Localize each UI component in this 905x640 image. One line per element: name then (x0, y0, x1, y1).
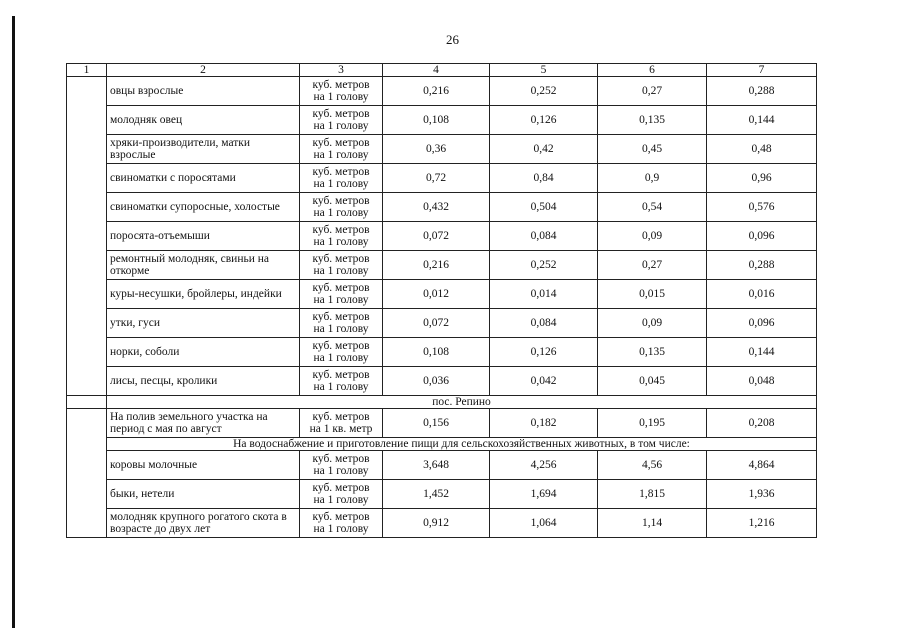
value-cell: 0,54 (598, 193, 707, 222)
value-cell: 0,156 (383, 409, 490, 438)
value-cell: 0,09 (598, 309, 707, 338)
row-name: молодняк крупного рогатого скота в возрасте до двух лет (107, 509, 300, 538)
row-name: лисы, песцы, кролики (107, 367, 300, 396)
value-cell: 0,014 (490, 280, 598, 309)
value-cell: 0,216 (383, 251, 490, 280)
unit-line: на 1 голову (313, 323, 369, 335)
group-cell (67, 409, 107, 538)
table-row (67, 309, 817, 338)
unit-cell (300, 193, 383, 222)
row-name: свиноматки супоросные, холостые (107, 193, 300, 222)
value-cell: 0,042 (490, 367, 598, 396)
table-row (67, 164, 817, 193)
value-cell: 0,27 (598, 77, 707, 106)
value-cell: 0,036 (383, 367, 490, 396)
value-cell: 0,252 (490, 251, 598, 280)
value-cell: 0,072 (383, 222, 490, 251)
value-cell: 0,108 (383, 338, 490, 367)
row-name: На полив земельного участка на период с мая по август (107, 409, 300, 438)
unit-line: куб. метров (312, 195, 370, 207)
unit-line: на 1 голову (313, 381, 369, 393)
group-cell (67, 396, 107, 409)
column-number: 5 (490, 64, 598, 77)
unit-line: на 1 голову (313, 265, 369, 277)
row-name: быки, нетели (107, 480, 300, 509)
unit-line: куб. метров (312, 482, 370, 494)
value-cell: 0,144 (707, 338, 817, 367)
value-cell: 0,108 (383, 106, 490, 135)
section-title-row (67, 396, 817, 409)
value-cell: 0,252 (490, 77, 598, 106)
unit-line: на 1 голову (313, 294, 369, 306)
row-name: молодняк овец (107, 106, 300, 135)
unit-line: на 1 кв. метр (309, 423, 373, 435)
unit-cell (300, 309, 383, 338)
unit-cell (300, 222, 383, 251)
value-cell: 1,694 (490, 480, 598, 509)
table-row (67, 135, 817, 164)
page-number: 26 (446, 32, 459, 47)
water-supply-title-row (67, 438, 817, 451)
value-cell: 0,012 (383, 280, 490, 309)
value-cell: 0,208 (707, 409, 817, 438)
table-row (67, 251, 817, 280)
value-cell: 0,096 (707, 222, 817, 251)
unit-line: на 1 голову (313, 91, 369, 103)
value-cell: 0,504 (490, 193, 598, 222)
column-number-row (67, 64, 817, 77)
value-cell: 0,016 (707, 280, 817, 309)
value-cell: 0,36 (383, 135, 490, 164)
unit-cell (300, 106, 383, 135)
value-cell: 0,72 (383, 164, 490, 193)
row-name: ремонтный молодняк, свиньи на откорме (107, 251, 300, 280)
unit-line: куб. метров (312, 137, 370, 149)
unit-line: на 1 голову (313, 120, 369, 132)
unit-cell (300, 409, 383, 438)
value-cell: 0,84 (490, 164, 598, 193)
value-cell: 0,42 (490, 135, 598, 164)
table-row (67, 509, 817, 538)
table-row (67, 451, 817, 480)
unit-line: куб. метров (312, 511, 370, 523)
value-cell: 0,27 (598, 251, 707, 280)
unit-cell (300, 509, 383, 538)
row-name: куры-несушки, бройлеры, индейки (107, 280, 300, 309)
table-row (67, 77, 817, 106)
value-cell: 0,9 (598, 164, 707, 193)
value-cell: 0,126 (490, 338, 598, 367)
unit-line: на 1 голову (313, 494, 369, 506)
table-row (67, 193, 817, 222)
value-cell: 0,195 (598, 409, 707, 438)
value-cell: 4,864 (707, 451, 817, 480)
unit-line: на 1 голову (313, 207, 369, 219)
value-cell: 0,072 (383, 309, 490, 338)
value-cell: 0,288 (707, 251, 817, 280)
unit-cell (300, 135, 383, 164)
row-name: норки, соболи (107, 338, 300, 367)
unit-line: куб. метров (312, 108, 370, 120)
group-cell (67, 77, 107, 396)
value-cell: 0,576 (707, 193, 817, 222)
value-cell: 4,256 (490, 451, 598, 480)
column-number: 3 (300, 64, 383, 77)
row-name: свиноматки с поросятами (107, 164, 300, 193)
unit-line: куб. метров (312, 340, 370, 352)
value-cell: 0,288 (707, 77, 817, 106)
table-row (67, 106, 817, 135)
value-cell: 1,452 (383, 480, 490, 509)
unit-cell (300, 164, 383, 193)
value-cell: 0,135 (598, 106, 707, 135)
unit-line: на 1 голову (313, 523, 369, 535)
value-cell: 1,815 (598, 480, 707, 509)
unit-line: куб. метров (312, 311, 370, 323)
column-number: 2 (107, 64, 300, 77)
unit-cell (300, 480, 383, 509)
value-cell: 0,45 (598, 135, 707, 164)
unit-line: куб. метров (312, 411, 370, 423)
unit-line: на 1 голову (313, 465, 369, 477)
unit-line: куб. метров (312, 166, 370, 178)
unit-cell (300, 280, 383, 309)
value-cell: 0,912 (383, 509, 490, 538)
value-cell: 1,064 (490, 509, 598, 538)
unit-line: куб. метров (312, 369, 370, 381)
value-cell: 0,126 (490, 106, 598, 135)
unit-line: куб. метров (312, 224, 370, 236)
value-cell: 3,648 (383, 451, 490, 480)
row-name: овцы взрослые (107, 77, 300, 106)
value-cell: 0,96 (707, 164, 817, 193)
value-cell: 1,14 (598, 509, 707, 538)
column-number: 1 (67, 64, 107, 77)
column-number: 7 (707, 64, 817, 77)
page-left-border (12, 16, 15, 628)
unit-cell (300, 367, 383, 396)
column-number: 4 (383, 64, 490, 77)
unit-cell (300, 451, 383, 480)
value-cell: 0,182 (490, 409, 598, 438)
value-cell: 4,56 (598, 451, 707, 480)
unit-line: на 1 голову (313, 149, 369, 161)
unit-cell (300, 77, 383, 106)
norms-table (66, 63, 817, 538)
value-cell: 1,216 (707, 509, 817, 538)
unit-line: куб. метров (312, 79, 370, 91)
value-cell: 0,432 (383, 193, 490, 222)
section-title: пос. Репино (107, 396, 817, 409)
value-cell: 0,084 (490, 222, 598, 251)
table-row (67, 480, 817, 509)
row-name: утки, гуси (107, 309, 300, 338)
unit-line: куб. метров (312, 453, 370, 465)
value-cell: 0,216 (383, 77, 490, 106)
value-cell: 0,015 (598, 280, 707, 309)
value-cell: 1,936 (707, 480, 817, 509)
table-row (67, 280, 817, 309)
table-row (67, 338, 817, 367)
value-cell: 0,135 (598, 338, 707, 367)
value-cell: 0,09 (598, 222, 707, 251)
column-number: 6 (598, 64, 707, 77)
table-row (67, 367, 817, 396)
unit-cell (300, 338, 383, 367)
value-cell: 0,48 (707, 135, 817, 164)
water-supply-title: На водоснабжение и приготовление пищи для сельскохозяйственных животных, в том числе: (107, 438, 817, 451)
table-row (67, 409, 817, 438)
unit-line: на 1 голову (313, 236, 369, 248)
row-name: хряки-производители, матки взрослые (107, 135, 300, 164)
value-cell: 0,144 (707, 106, 817, 135)
value-cell: 0,048 (707, 367, 817, 396)
row-name: коровы молочные (107, 451, 300, 480)
unit-line: куб. метров (312, 253, 370, 265)
unit-line: на 1 голову (313, 352, 369, 364)
unit-line: на 1 голову (313, 178, 369, 190)
row-name: поросята-отъемыши (107, 222, 300, 251)
unit-line: куб. метров (312, 282, 370, 294)
unit-cell (300, 251, 383, 280)
value-cell: 0,096 (707, 309, 817, 338)
table-row (67, 222, 817, 251)
value-cell: 0,084 (490, 309, 598, 338)
value-cell: 0,045 (598, 367, 707, 396)
